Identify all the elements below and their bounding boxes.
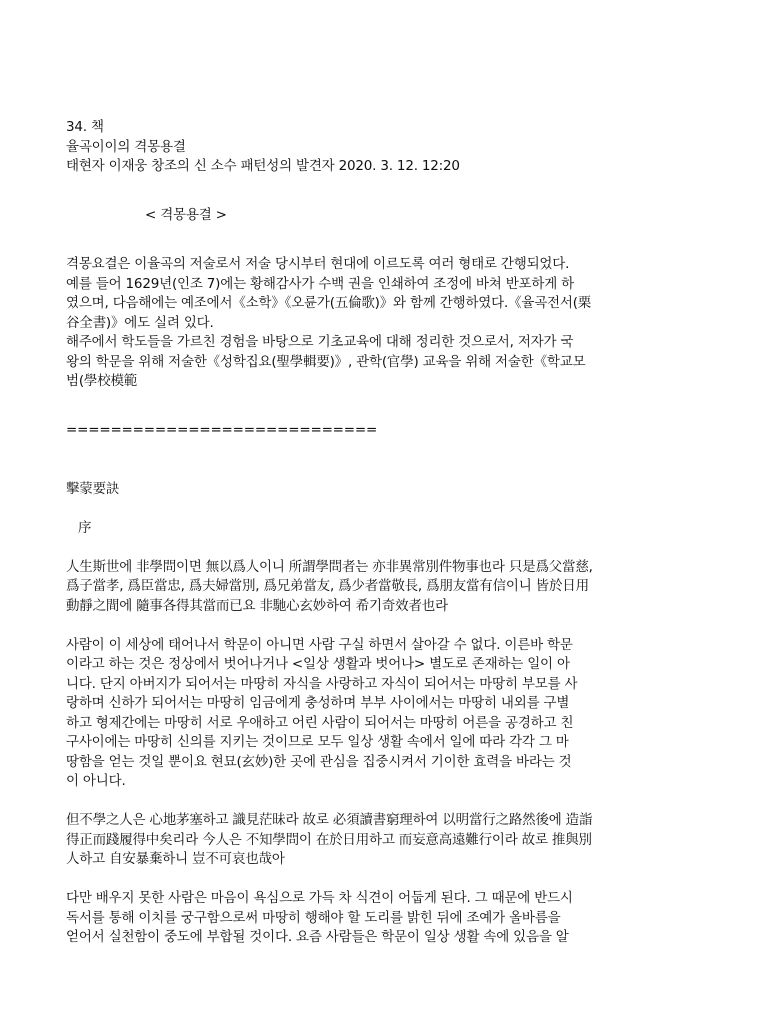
translation-line: 땅함을 얻는 것일 뿐이요 현묘(玄妙)한 곳에 관심을 집중시켜서 기이한 효력을 바라는 것 — [66, 753, 572, 770]
intro-line: 예를 들어 1629년(인조 7)에는 황해감사가 수백 권을 인쇄하여 조정에 바쳐 반포하게 하 — [66, 275, 574, 292]
intro-paragraph — [66, 255, 716, 392]
translation-line: 다만 배우지 못한 사람은 마음이 욕심으로 가득 차 식견이 어둡게 된다. 그 때문에 반드시 — [66, 890, 573, 906]
divider: ============================ — [66, 422, 378, 438]
intro-line: 범(學校模範 — [66, 373, 138, 389]
original-line: 動靜之間에 隨事各得其當而已요 非馳心玄妙하여 希기奇效者也라 — [66, 597, 448, 614]
intro-line: 격몽요결은 이율곡의 저술로서 저술 당시부터 현대에 이르도록 여러 형태로 간행되었다. — [66, 256, 570, 272]
passage2-translation — [66, 889, 716, 948]
translation-line: 이 아니다. — [66, 773, 126, 789]
section-title: < 격몽용결 > — [145, 207, 227, 223]
translation-line: 랑하며 신하가 되어서는 마땅히 임금에게 충성하며 부부 사이에서는 마땅히 내외를 구별 — [66, 695, 570, 711]
passage1-translation — [66, 636, 716, 792]
translation-line: 구사이에는 마땅히 신의를 지키는 것이므로 모두 일상 생활 속에서 일에 따라 각각 그 마 — [66, 734, 569, 750]
original-line: 得正而踐履得中矣리라 今人은 不知學問이 在於日用하고 而妄意高遠難行이라 故로 推與別 — [66, 831, 592, 848]
intro-line: 왕의 학문을 위해 저술한《성학집요(聖學輯要)》, 관학(官學) 교육을 위해 저술한《학교모 — [66, 353, 586, 370]
post-number: 34. 책 — [66, 119, 104, 135]
intro-line: 谷全書)》에도 실려 있다. — [66, 314, 214, 331]
original-line: 爲子當孝, 爲臣當忠, 爲夫婦當別, 爲兄弟當友, 爲少者當敬長, 爲朋友當有信이니 皆於日用 — [66, 578, 589, 594]
translation-line: 니다. 단지 아버지가 되어서는 마땅히 자식을 사랑하고 자식이 되어서는 마땅히 부모를 사 — [66, 675, 578, 692]
original-line: 人하고 自安暴棄하니 豈不可哀也哉아 — [66, 851, 285, 867]
intro-line: 해주에서 학도들을 가르친 경험을 바탕으로 기초교육에 대해 정리한 것으로서, 저자가 국 — [66, 334, 574, 350]
classic-title: 擊蒙要訣 — [66, 480, 120, 497]
post-meta: 태현자 이재웅 창조의 신 소수 패턴성의 발견자 2020. 3. 12. 12:20 — [66, 158, 460, 174]
intro-line: 였으며, 다음해에는 예조에서《소학》《오륜가(五倫歌)》와 함께 간행하였다.《율곡전서(栗 — [66, 295, 592, 311]
post-title: 율곡이이의 격몽용결 — [66, 138, 186, 155]
document-page — [66, 118, 716, 948]
translation-line: 하고 형제간에는 마땅히 서로 우애하고 어린 사람이 되어서는 마땅히 어른을 공경하고 친 — [66, 714, 574, 731]
translation-line: 얻어서 실천함이 중도에 부합될 것이다. 요즘 사람들은 학문이 일상 생활 속에 있음을 알 — [66, 929, 569, 945]
translation-line: 독서를 통해 이치를 궁구함으로써 마땅히 행해야 할 도리를 밝힌 뒤에 조예가 올바름을 — [66, 909, 561, 926]
original-line: 但不學之人은 心地茅塞하고 識見茫昧라 故로 必須讀書窮理하여 以明當行之路然後에 造詣 — [66, 812, 593, 828]
original-line: 人生斯世에 非學問이면 無以爲人이니 所謂學問者는 亦非異常別件物事也라 只是爲父當慈, — [66, 558, 593, 575]
passage2-original — [66, 811, 716, 870]
preface-label: 序 — [78, 519, 92, 536]
passage1-original — [66, 558, 716, 617]
translation-line: 사람이 이 세상에 태어나서 학문이 아니면 사람 구실 하면서 살아갈 수 없다. 이른바 학문 — [66, 636, 573, 653]
translation-line: 이라고 하는 것은 정상에서 벗어나거나 <일상 생활과 벗어나> 별도로 존재하는 일이 아 — [66, 656, 570, 672]
